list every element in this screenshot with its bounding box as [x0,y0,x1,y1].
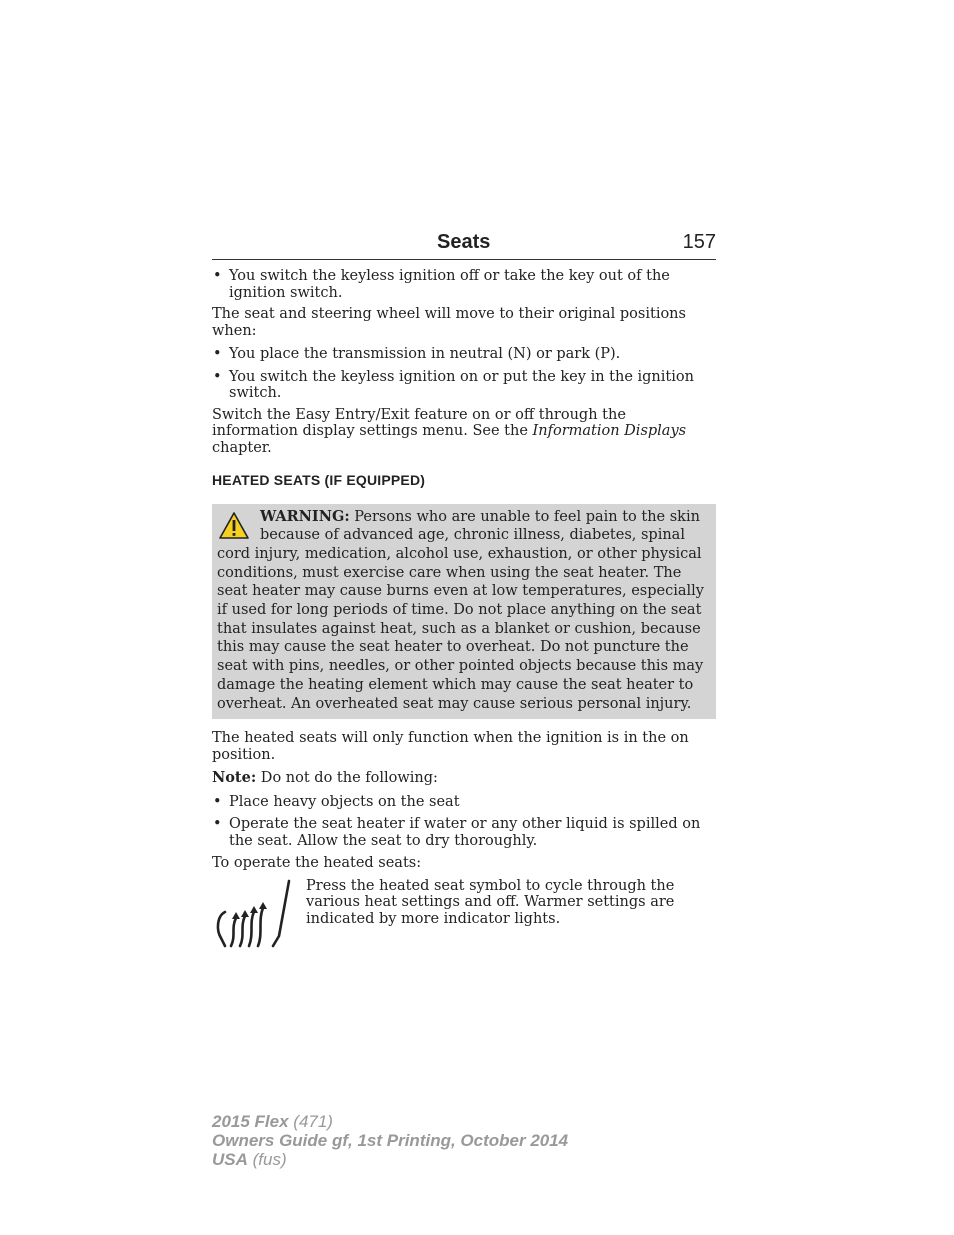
list-item: • Operate the seat heater if water or any other liquid is spilled on the seat. Allow the seat to dry thoroughly. [212,816,716,849]
warning-label: WARNING: [260,507,350,525]
page-content [212,228,716,962]
page-footer [212,1112,568,1169]
paragraph: The seat and steering wheel will move to their original positions when: [212,306,686,339]
list-item: • Place heavy objects on the seat [212,794,716,811]
list-item: • You switch the keyless ignition on or put the key in the ignition switch. [212,369,716,402]
list-item: • You place the transmission in neutral (N) or park (P). [212,346,716,363]
section-heading: HEATED SEATS (IF EQUIPPED) [212,472,426,488]
page-number: 157 [682,231,716,253]
section-title: Seats [437,231,491,253]
note: Note: Do not do the following: [212,769,438,787]
chapter-reference: Information Displays [532,423,687,439]
footer-market: USA (fus) [212,1150,287,1169]
heated-seat-instruction [212,878,716,962]
heated-seat-icon [215,878,295,953]
body-text [212,268,716,962]
warning-triangle-icon [218,511,250,541]
warning-box [212,504,716,720]
page-header [212,228,716,260]
footer-model: 2015 Flex (471) [212,1112,333,1131]
list-item: • You switch the keyless ignition off or take the key out of the ignition switch. [212,268,716,301]
paragraph: Switch the Easy Entry/Exit feature on or off through the information display settings menu. See the Information Displays chapter. [212,406,687,456]
paragraph: To operate the heated seats: [212,855,422,872]
warning-text: Persons who are unable to feel pain to the skin because of advanced age, chronic illness, diabetes, spinal cord injury, medication, alcohol use, exhaustion, or other physical conditions, must exercise care when using the seat heater. The seat heater may cause burns even at low temperatures, especially if used for long periods of time. Do not place anything on the seat that insulates against heat, such as a blanket or cushion, because this may cause the seat heater to overheat. Do not puncture the seat with pins, needles, or other pointed objects because this may damage the heating element which may cause the seat heater to overheat. An overheated seat may cause serious personal injury. [217,508,704,712]
paragraph: The heated seats will only function when the ignition is in the on position. [212,730,689,763]
instruction-text: Press the heated seat symbol to cycle through the various heat settings and off. Warmer settings are indicated by more indicator lights. [306,877,675,927]
footer-guide: Owners Guide gf, 1st Printing, October 2014 [212,1131,569,1150]
